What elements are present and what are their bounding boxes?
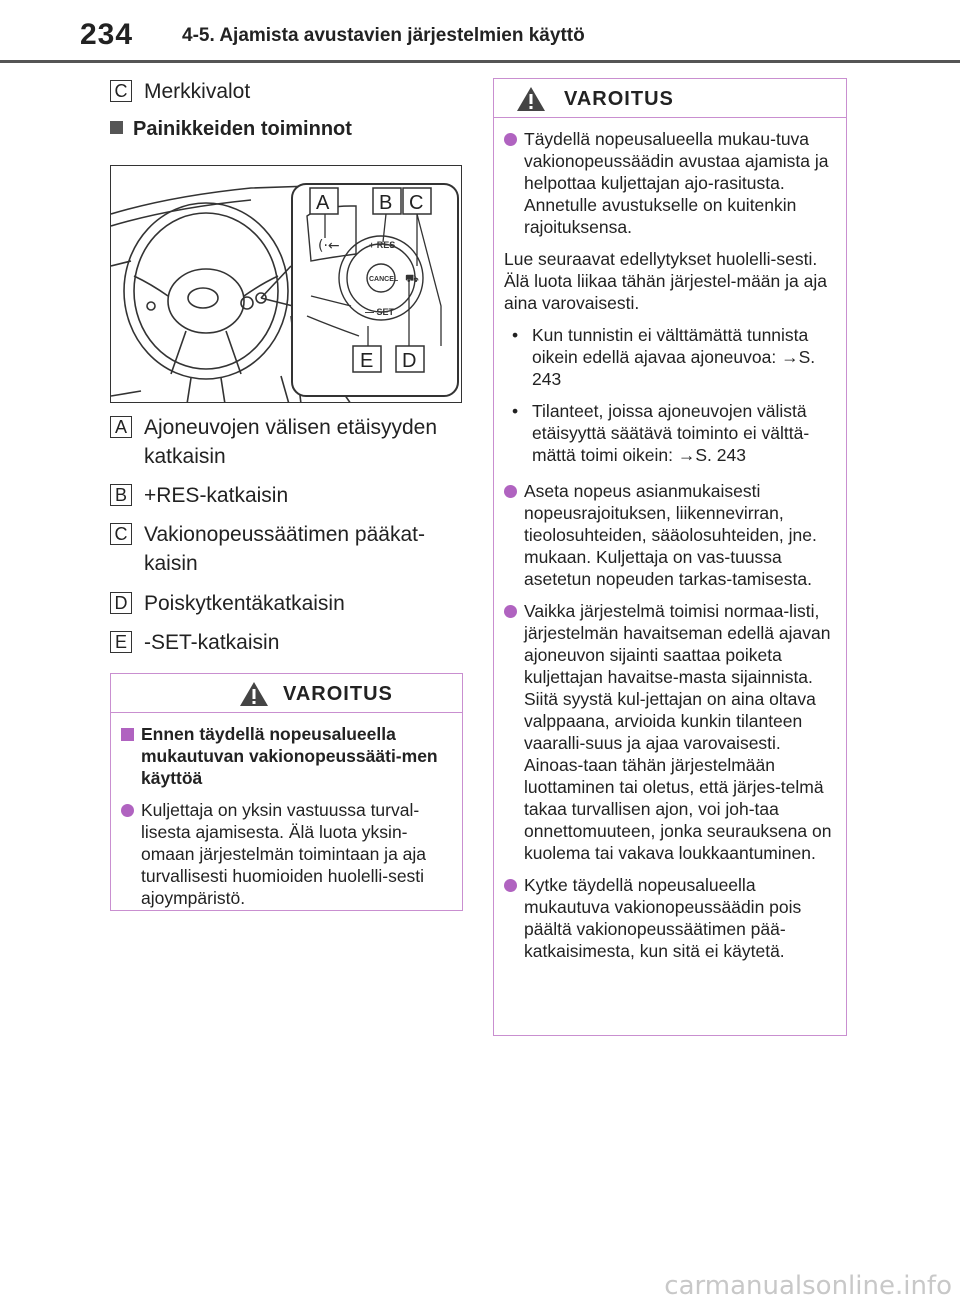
warning-paragraph: Lue seuraavat edellytykset huolelli-sesti. Älä luota liikaa tähän järjestel-mään ja aja aina varovaisesti. bbox=[504, 249, 827, 313]
figure-label-c: C bbox=[409, 192, 424, 214]
page-header bbox=[0, 0, 960, 62]
steering-wheel-figure bbox=[110, 165, 462, 403]
legend-text-line1: Poiskytkentäkatkaisin bbox=[144, 592, 345, 615]
figure-label-d: D bbox=[402, 350, 417, 372]
svg-text:(·←: (·← bbox=[318, 238, 340, 254]
badge-e: E bbox=[110, 631, 132, 653]
legend-text-line1: Vakionopeussäätimen pääkat- bbox=[144, 523, 425, 546]
figure-label-e: E bbox=[360, 350, 374, 372]
cancel-label: CANCEL bbox=[369, 276, 399, 283]
circle-bullet-icon bbox=[504, 605, 517, 618]
legend-text-line1: +RES-katkaisin bbox=[144, 484, 289, 507]
warning-title: VAROITUS bbox=[283, 683, 393, 705]
warning-box-right bbox=[493, 78, 847, 1036]
res-label: + RES bbox=[369, 240, 396, 250]
warning-title: VAROITUS bbox=[564, 88, 674, 110]
item-text: Merkkivalot bbox=[144, 80, 251, 103]
steering-wheel-illustration bbox=[111, 166, 462, 403]
circle-bullet-icon bbox=[504, 485, 517, 498]
figure-label-b: B bbox=[379, 192, 393, 214]
legend-text-line1: Ajoneuvojen välisen etäisyyden bbox=[144, 416, 438, 439]
warning-bullet: Vaikka järjestelmä toimisi normaa-listi, järjestelmän havaitseman edellä ajavan ajoneuvon sijainti saattaa poiketa kuljettajan havaitse-masta sijainnista. Siitä syystä kul-jettajan on aina oltava valppaana, arvioida kunkin tilanteen vaaralli-suus ja ajaa varovaisesti. Ainoas-taan tähän järjestelmään luottaminen tai oletus, että järjes-telmä takaa turvallisen ajon, voi joh-taa onnettomuuteen, jonka seurauksena on kuolema tai vakava loukkaantuminen. bbox=[504, 600, 838, 864]
badge-a: A bbox=[110, 416, 132, 438]
dash-item: • Tilanteet, joissa ajoneuvojen välistä etäisyyttä säätävä toiminto ei välttä-mättä toimi oikein: →S. 243 bbox=[512, 401, 810, 465]
badge-b: B bbox=[110, 484, 132, 506]
legend-text-line2: katkaisin bbox=[144, 445, 226, 468]
section-title: 4-5. Ajamista avustavien järjestelmien käyttö bbox=[182, 25, 585, 46]
circle-bullet-icon bbox=[504, 879, 517, 892]
warning-body bbox=[111, 713, 462, 929]
warning-bullet: Kytke täydellä nopeusalueella mukautuva vakionopeussäädin pois päältä vakionopeussäätimen pää-katkaisimesta, kun sitä ei käytetä. bbox=[504, 874, 838, 962]
warning-header bbox=[494, 79, 846, 118]
svg-text:⛟: ⛟ bbox=[405, 272, 419, 285]
circle-bullet-icon bbox=[121, 804, 134, 817]
header-rule bbox=[0, 60, 960, 63]
legend-text-line1: -SET-katkaisin bbox=[144, 631, 280, 654]
badge-d: D bbox=[110, 592, 132, 614]
square-bullet-icon bbox=[110, 121, 123, 134]
square-bullet-icon bbox=[121, 728, 134, 741]
subheading-text: Painikkeiden toiminnot bbox=[133, 118, 352, 140]
warning-heading: Ennen täydellä nopeusalueella mukautuvan vakionopeussääti-men käyttöä bbox=[121, 723, 454, 789]
badge-c: C bbox=[110, 523, 132, 545]
circle-bullet-icon bbox=[504, 133, 517, 146]
legend-text-line2: kaisin bbox=[144, 552, 198, 575]
page-number: 234 bbox=[80, 18, 134, 51]
set-label: — SET bbox=[365, 307, 395, 317]
badge-c: C bbox=[110, 80, 132, 102]
warning-bullet: Aseta nopeus asianmukaisesti nopeusrajoituksen, liikennevirran, tieolosuhteiden, sääolosuhteiden, jne. mukaan. Kuljettaja on vas-tuussa asetetun nopeuden tarkas-tamisesta. bbox=[504, 480, 838, 590]
warning-body bbox=[494, 118, 846, 982]
dash-item: • Kun tunnistin ei välttämättä tunnista oikein edellä ajavaa ajoneuvoa: →S. 243 bbox=[512, 325, 816, 389]
warning-triangle-icon bbox=[516, 86, 546, 112]
figure-label-a: A bbox=[316, 192, 330, 214]
warning-bullet: Täydellä nopeusalueella mukau-tuva vakionopeussäädin avustaa ajamista ja helpottaa kuljettajan ajo-rasitusta. Annetulle avustukselle on kuitenkin rajoituksensa. bbox=[504, 128, 838, 238]
warning-header bbox=[111, 674, 462, 713]
warning-triangle-icon bbox=[239, 681, 269, 707]
warning-bullet: Kuljettaja on yksin vastuussa turval-lisesta ajamisesta. Älä luota yksin-omaan järjestelmän toimintaan ja aja turvallisesti huomioiden huolelli-sesti ajoympäristö. bbox=[121, 799, 454, 909]
warning-box-left bbox=[110, 673, 463, 911]
watermark: carmanualsonline.info bbox=[664, 1271, 952, 1301]
subheading bbox=[110, 118, 352, 141]
